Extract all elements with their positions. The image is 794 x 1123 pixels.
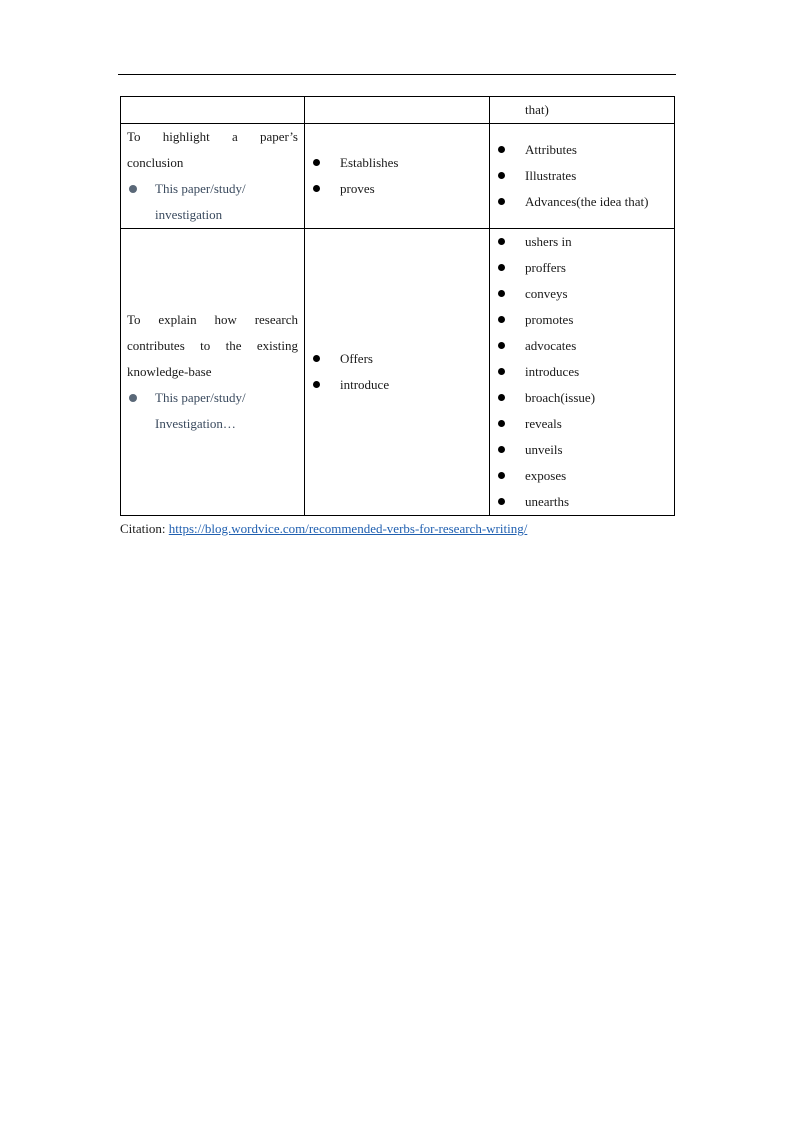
citation-label: Citation:: [120, 521, 166, 536]
purpose-line: To explain how research: [127, 312, 298, 327]
citation: [120, 518, 527, 540]
verb-item: proves: [311, 176, 483, 202]
verb-cell: [490, 124, 675, 229]
verb-list: [496, 229, 668, 515]
purpose-line: conclusion: [127, 155, 184, 170]
verbs-table: [120, 96, 675, 516]
subject-list: [127, 176, 298, 202]
verb-item: Offers: [311, 346, 483, 372]
purpose-cell: [121, 229, 305, 516]
subject-continuation: Investigation…: [155, 416, 236, 431]
subject-item: This paper/study/: [127, 176, 298, 202]
verb-item: Illustrates: [496, 163, 668, 189]
verb-item: introduce: [311, 372, 483, 398]
verb-item: unveils: [496, 437, 668, 463]
verb-cell: [305, 124, 490, 229]
verb-item: Advances(the idea that): [496, 189, 668, 215]
verb-item: exposes: [496, 463, 668, 489]
table-cell: [305, 97, 490, 124]
verb-item: introduces: [496, 359, 668, 385]
verb-item: unearths: [496, 489, 668, 515]
table-cell: [121, 97, 305, 124]
purpose-line: To highlight a paper’s: [127, 129, 298, 144]
subject-continuation: investigation: [155, 207, 223, 222]
table-cell: [490, 97, 675, 124]
purpose-line: knowledge-base: [127, 364, 212, 379]
header-rule: [118, 74, 676, 75]
purpose-cell: [121, 124, 305, 229]
verb-item: Establishes: [311, 150, 483, 176]
continued-text: that): [525, 102, 549, 117]
verb-item: broach(issue): [496, 385, 668, 411]
verb-cell: [305, 229, 490, 516]
table-row: [121, 97, 675, 124]
citation-link[interactable]: https://blog.wordvice.com/recommended-verbs-for-research-writing/: [168, 521, 528, 536]
table-row: [121, 229, 675, 516]
subject-item: This paper/study/: [127, 385, 298, 411]
verb-item: promotes: [496, 307, 668, 333]
subject-list: [127, 385, 298, 411]
verb-item: Attributes: [496, 137, 668, 163]
verb-cell: [490, 229, 675, 516]
verb-item: proffers: [496, 255, 668, 281]
purpose-line: contributes to the existing: [127, 338, 298, 353]
verb-item: conveys: [496, 281, 668, 307]
verb-item: ushers in: [496, 229, 668, 255]
verb-list: [496, 137, 668, 215]
verb-item: reveals: [496, 411, 668, 437]
verb-item: advocates: [496, 333, 668, 359]
verb-list: [311, 150, 483, 202]
table-row: [121, 124, 675, 229]
verb-list: [311, 346, 483, 398]
